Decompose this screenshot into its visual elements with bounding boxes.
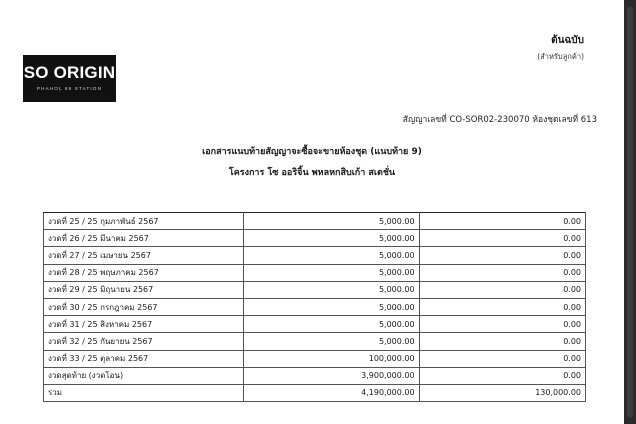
installment-label-cell: งวดที่ 25 / 25 กุมภาพันธ์ 2567	[44, 213, 244, 230]
logo-wordmark: SO ORIGIN	[23, 63, 116, 82]
table-row	[44, 367, 586, 384]
document-title: เอกสารแนบท้ายสัญญาจะซื้อจะขายห้องชุด (แนบท้าย 9)	[202, 147, 422, 157]
installment-paid-cell: 0.00	[419, 247, 585, 264]
installment-label-cell: งวดที่ 26 / 25 มีนาคม 2567	[44, 230, 244, 247]
table-row	[44, 281, 586, 298]
installment-paid-cell: 0.00	[419, 281, 585, 298]
installment-label-cell: งวดที่ 30 / 25 กรกฎาคม 2567	[44, 298, 244, 315]
installment-label-cell: งวดที่ 27 / 25 เมษายน 2567	[44, 247, 244, 264]
installment-paid-cell: 0.00	[419, 230, 585, 247]
table-row	[44, 264, 586, 281]
table-row	[44, 350, 586, 367]
installment-label-cell: งวดที่ 33 / 25 ตุลาคม 2567	[44, 350, 244, 367]
installment-amount-cell: 5,000.00	[244, 316, 419, 333]
installment-amount-cell: 3,900,000.00	[244, 367, 419, 384]
table-row	[44, 298, 586, 315]
installment-amount-cell: 5,000.00	[244, 230, 419, 247]
installment-table	[43, 212, 586, 402]
installment-label-cell: งวดสุดท้าย (งวดโอน)	[44, 367, 244, 384]
project-logo	[23, 55, 116, 102]
contract-reference: สัญญาเลขที่ CO-SOR02-230070 ห้องชุดเลขที่ 613	[402, 115, 597, 125]
installment-paid-cell: 130,000.00	[419, 384, 585, 401]
installment-amount-cell: 5,000.00	[244, 247, 419, 264]
table-row	[44, 230, 586, 247]
installment-label-cell: งวดที่ 29 / 25 มิถุนายน 2567	[44, 281, 244, 298]
installment-label-cell: งวดที่ 28 / 25 พฤษภาคม 2567	[44, 264, 244, 281]
table-row	[44, 333, 586, 350]
installment-amount-cell: 5,000.00	[244, 333, 419, 350]
scrollbar-thumb[interactable]	[627, 6, 633, 418]
vertical-scrollbar[interactable]	[624, 0, 636, 424]
installment-paid-cell: 0.00	[419, 213, 585, 230]
installment-amount-cell: 5,000.00	[244, 298, 419, 315]
installment-paid-cell: 0.00	[419, 333, 585, 350]
installment-amount-cell: 4,190,000.00	[244, 384, 419, 401]
installment-paid-cell: 0.00	[419, 264, 585, 281]
installment-label-cell: งวดที่ 31 / 25 สิงหาคม 2567	[44, 316, 244, 333]
installment-amount-cell: 5,000.00	[244, 281, 419, 298]
table-row	[44, 316, 586, 333]
copy-type-note: (สำหรับลูกค้า)	[537, 52, 584, 61]
copy-type-label: ต้นฉบับ	[551, 35, 584, 46]
installment-amount-cell: 5,000.00	[244, 213, 419, 230]
installment-paid-cell: 0.00	[419, 350, 585, 367]
table-row	[44, 384, 586, 401]
installment-label-cell: งวดที่ 32 / 25 กันยายน 2567	[44, 333, 244, 350]
installment-amount-cell: 5,000.00	[244, 264, 419, 281]
table-row	[44, 247, 586, 264]
installment-paid-cell: 0.00	[419, 367, 585, 384]
project-name: โครงการ โซ ออริจิ้น พหลหกสิบเก้า สเตชั่น	[228, 168, 396, 178]
table-row	[44, 213, 586, 230]
logo-subtitle: PHAHOL 69 STATION	[36, 86, 103, 91]
installment-amount-cell: 100,000.00	[244, 350, 419, 367]
installment-paid-cell: 0.00	[419, 316, 585, 333]
installment-paid-cell: 0.00	[419, 298, 585, 315]
installment-label-cell: รวม	[44, 384, 244, 401]
